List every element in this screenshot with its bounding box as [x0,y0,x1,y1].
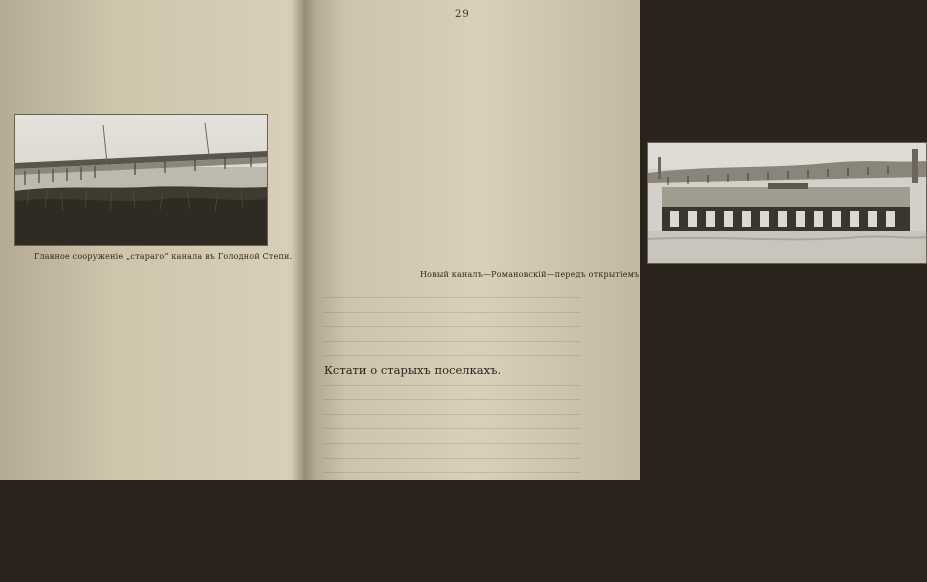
text-line [324,334,603,349]
text-line [324,451,603,466]
text-line [324,378,603,393]
text-line [324,538,603,553]
text-line: въ Голодной Степи, данную еще въ 1903 году [324,508,603,523]
text-line [324,348,603,363]
text-line [324,392,603,407]
photo-new-canal-image [648,143,926,263]
right-bottom-paragraph [324,290,603,582]
text-line [324,494,603,509]
text-line [324,567,603,582]
page-number: 29 [455,9,470,20]
photo-new-canal-caption: Новый каналъ—Романовскій—передъ открытіемъ. [420,270,643,279]
text-line [324,465,603,480]
photo-old-canal-caption: Главное сооруженіе „стараго“ канала въ Голодной Степи. [34,252,293,261]
text-line: Кстати о старыхъ поселкахъ. [324,362,502,377]
left-page [0,0,300,480]
photo-old-canal [14,114,268,246]
text-line [324,524,603,539]
text-line [324,421,603,436]
text-line [324,319,603,334]
text-line [324,480,603,495]
text-line [324,553,603,568]
text-line [324,407,603,422]
text-line [324,436,603,451]
photo-old-canal-image [15,115,267,245]
photo-new-canal [647,142,927,264]
text-line [324,305,603,320]
text-line [324,290,603,305]
right-page [310,0,643,523]
